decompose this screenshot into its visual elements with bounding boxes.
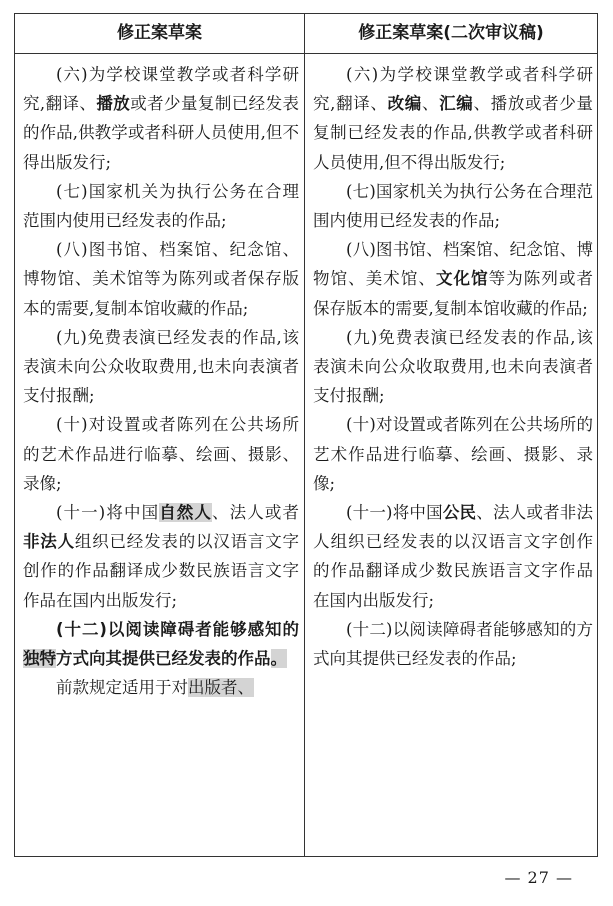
right-item-9: (九)免费表演已经发表的作品,该表演未向公众收取费用,也未向表演者支付报酬; xyxy=(313,327,593,406)
right-item-7: (七)国家机关为执行公务在合理范围内使用已经发表的作品; xyxy=(313,181,593,231)
header-divider xyxy=(15,53,597,54)
left-trailing-paragraph: 前款规定适用于对出版者、 xyxy=(56,678,254,698)
left-item-8: (八)图书馆、档案馆、纪念馆、博物馆、美术馆等为陈列或者保存版本的需要,复制本馆收藏的作品; xyxy=(23,240,299,318)
right-item-10: (十)对设置或者陈列在公共场所的艺术作品进行临摹、绘画、摄影、录像; xyxy=(313,415,593,493)
page-number: — 27 — xyxy=(504,868,573,887)
column-divider xyxy=(304,14,305,856)
left-item-11: (十一)将中国自然人、法人或者非法人组织已经发表的以汉语言文字创作的作品翻译成少数民族语言文字作品在国内出版发行; xyxy=(23,503,300,610)
right-item-11: (十一)将中国公民、法人或者非法人组织已经发表的以汉语言文字创作的作品翻译成少数民族语言文字作品在国内出版发行; xyxy=(313,503,594,610)
left-item-10: (十)对设置或者陈列在公共场所的艺术作品进行临摹、绘画、摄影、录像; xyxy=(23,415,299,493)
left-item-9: (九)免费表演已经发表的作品,该表演未向公众收取费用,也未向表演者支付报酬; xyxy=(23,327,299,406)
left-item-6: (六)为学校课堂教学或者科学研究,翻译、播放或者少量复制已经发表的作品,供教学或者科研人员使用,但不得出版发行; xyxy=(23,65,299,172)
left-column xyxy=(23,60,299,702)
header-second-draft: 修正案草案(二次审议稿) xyxy=(358,23,544,43)
right-column xyxy=(313,60,593,673)
header-draft: 修正案草案 xyxy=(117,23,202,43)
left-item-7: (七)国家机关为执行公务在合理范围内使用已经发表的作品; xyxy=(23,181,299,231)
right-item-12: (十二)以阅读障碍者能够感知的方式向其提供已经发表的作品; xyxy=(313,619,593,669)
left-item-12: (十二)以阅读障碍者能够感知的独特方式向其提供已经发表的作品。 xyxy=(23,619,299,669)
right-item-8: (八)图书馆、档案馆、纪念馆、博物馆、美术馆、文化馆等为陈列或者保存版本的需要,复制本馆收藏的作品; xyxy=(313,240,594,318)
right-item-6: (六)为学校课堂教学或者科学研究,翻译、改编、汇编、播放或者少量复制已经发表的作品,供教学或者科研人员使用,但不得出版发行; xyxy=(313,65,593,172)
comparison-table xyxy=(14,13,598,857)
